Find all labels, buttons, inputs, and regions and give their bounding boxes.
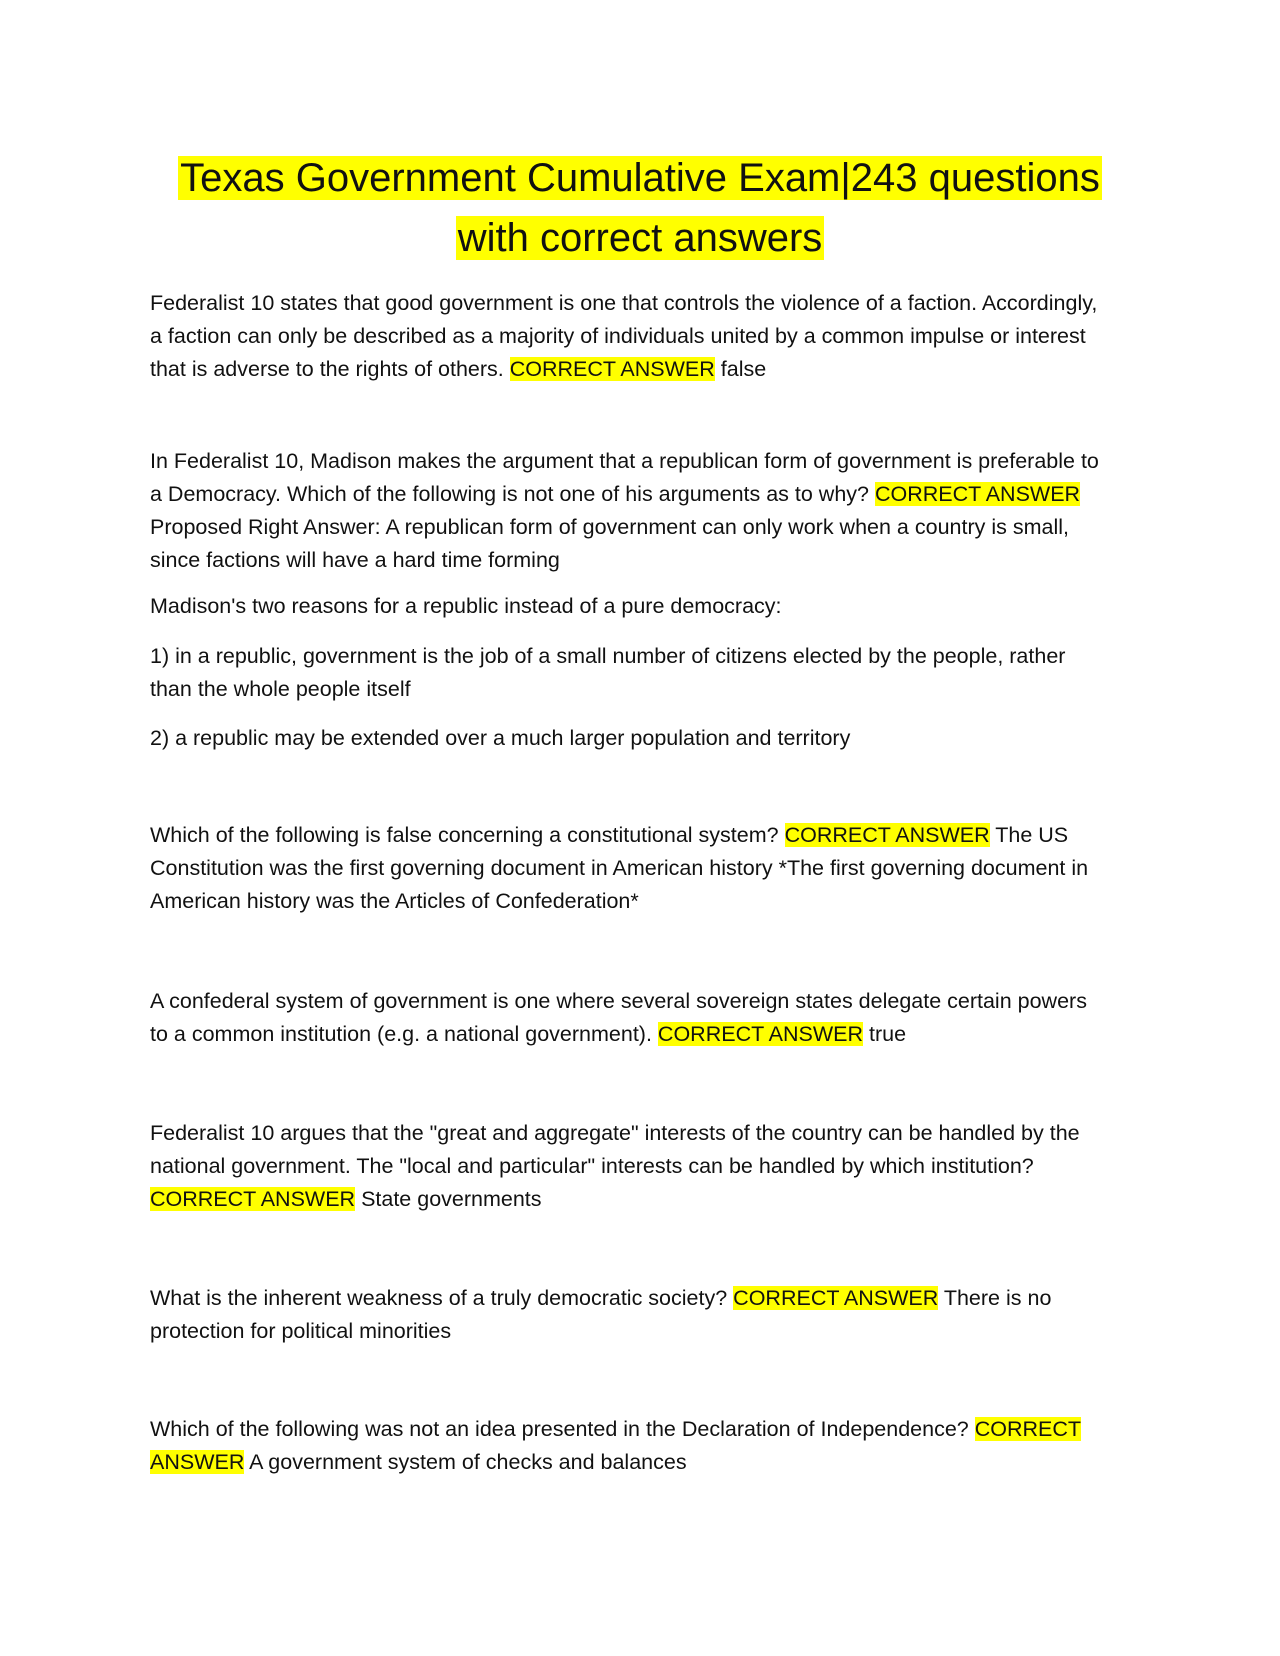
correct-answer-label: CORRECT ANSWER <box>150 1187 356 1211</box>
question-text: Federalist 10 states that good government is one that controls the violence of a faction. Accordingly, a faction can only be described as a majority of individuals united by a common impulse or interest that is adverse to the rights of others. <box>150 291 1098 381</box>
answer-text: State governments <box>361 1187 542 1211</box>
qa-item-4 <box>150 985 1110 1051</box>
qa-item-3 <box>150 819 1110 918</box>
question-text: What is the inherent weakness of a truly democratic society? <box>150 1286 728 1310</box>
correct-answer-label: CORRECT ANSWER <box>875 482 1081 506</box>
explanation-point-1: 1) in a republic, government is the job of a small number of citizens elected by the people, rather than the whole people itself <box>150 644 1066 701</box>
answer-text: false <box>720 357 767 381</box>
question-text: In Federalist 10, Madison makes the argument that a republican form of government is preferable to a Democracy. Which of the following is not one of his arguments as to why? <box>150 449 1099 506</box>
title-line-1: Texas Government Cumulative Exam|243 questions <box>180 156 1100 200</box>
correct-answer-label: CORRECT ANSWER <box>657 1022 863 1046</box>
qa-item-1 <box>150 287 1110 386</box>
answer-text: The US Constitution was the first governing document in American history *The first governing document in American history was the Articles of Confederation* <box>150 823 1089 913</box>
document-title <box>150 148 1130 268</box>
answer-text: A government system of checks and balances <box>249 1450 687 1474</box>
correct-answer-label: CORRECT ANSWER <box>509 357 715 381</box>
explanation-point-2: 2) a republic may be extended over a much larger population and territory <box>150 726 851 750</box>
question-text: Federalist 10 argues that the "great and aggregate" interests of the country can be handled by the national government. The "local and particular" interests can be handled by which institution? <box>150 1121 1080 1178</box>
correct-answer-label: CORRECT ANSWER <box>733 1286 939 1310</box>
correct-answer-label: CORRECT ANSWER <box>784 823 990 847</box>
title-line-2: with correct answers <box>457 216 823 260</box>
explanation-heading: Madison's two reasons for a republic instead of a pure democracy: <box>150 594 782 618</box>
answer-text: There is no protection for political minorities <box>150 1286 1052 1343</box>
answer-text: true <box>868 1022 907 1046</box>
qa-item-7 <box>150 1413 1110 1479</box>
qa-item-6 <box>150 1282 1110 1348</box>
qa-item-2 <box>150 445 1110 577</box>
question-text: Which of the following is false concerning a constitutional system? <box>150 823 779 847</box>
question-text: A confederal system of government is one where several sovereign states delegate certain powers to a common institution (e.g. a national government). <box>150 989 1087 1046</box>
answer-text: Proposed Right Answer: A republican form of government can only work when a country is small, since factions will have a hard time forming <box>150 515 1069 572</box>
correct-answer-label: CORRECT ANSWER <box>150 1417 1082 1474</box>
question-text: Which of the following was not an idea presented in the Declaration of Independence? <box>150 1417 969 1441</box>
qa-item-5 <box>150 1117 1110 1216</box>
